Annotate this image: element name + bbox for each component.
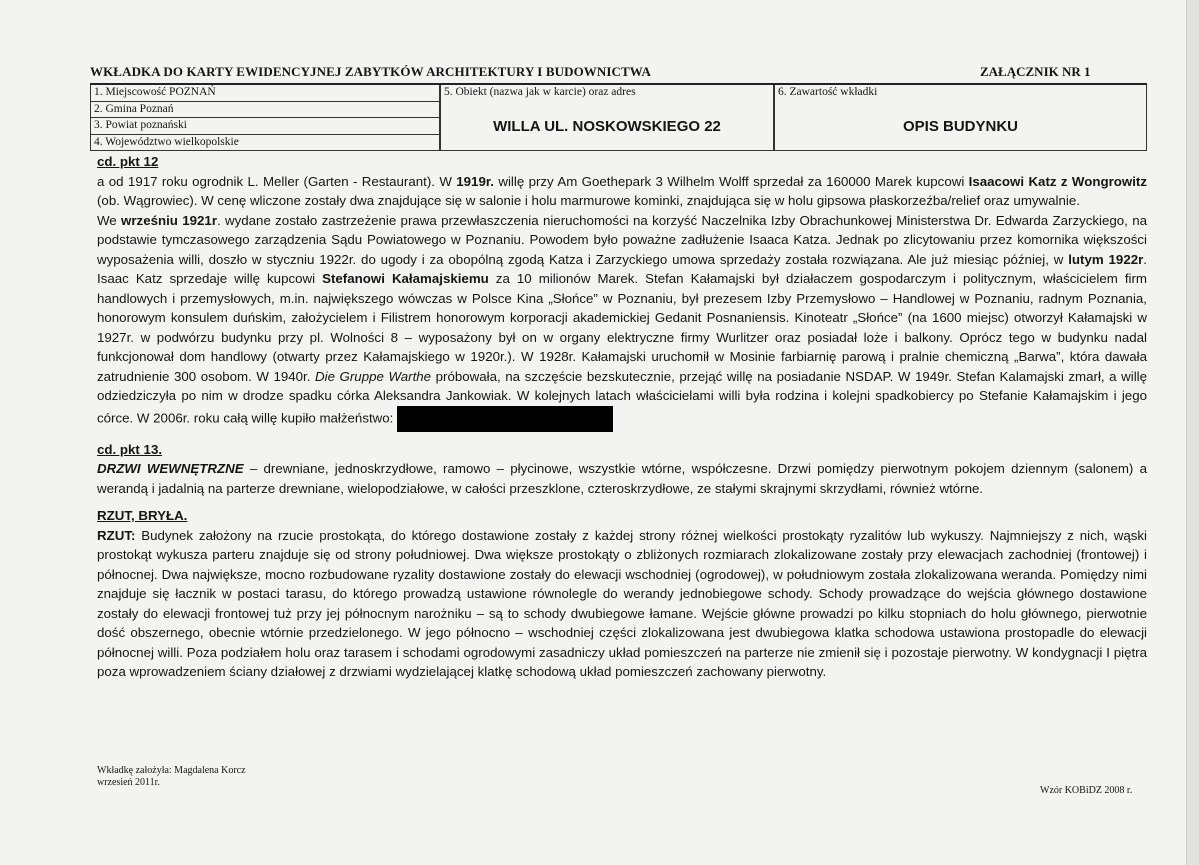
text-bold: 1919r. (456, 173, 494, 189)
text-bold: RZUT: (97, 527, 136, 543)
footer-author: Wkładkę założyła: Magdalena Korcz (97, 765, 246, 776)
text-run: We (97, 212, 122, 228)
document-title: WKŁADKA DO KARTY EWIDENCYJNEJ ZABYTKÓW ARCHITEKTURY I BUDOWNICTWA (90, 64, 651, 79)
field-locality: 1. Miejscowość POZNAŃ (90, 85, 440, 102)
section-heading-plan: RZUT, BRYŁA. (97, 508, 188, 523)
footer-template: Wzór KOBiDZ 2008 r. (1040, 785, 1133, 796)
section-heading-13: cd. pkt 13. (97, 441, 163, 457)
footer-author-block (97, 765, 246, 789)
field-voivodeship: 4. Województwo wielkopolskie (90, 135, 440, 152)
text-bold: Isaacowi Katz z Wongrowitz (968, 173, 1148, 189)
text-bold: wrześniu 1921r (121, 212, 217, 228)
text-run: za 10 milionów Marek. Stefan Kałamajski był działaczem gospodarczym i politycznym, właścicielem firm handlowych i przemysłowych, m.in. największego wówczas w Polsce Kina „Słońce” w Poznaniu, był prezesem Izby Przemysłowo – Handlowej w Poznaniu, radnym Poznania, honorowym konsulem duńskim, założycielem i Filistrem honorowym korporacji akademickiej Gedanit Posnaniensis. Kinoteatr „Słońce” (na 1600 miejsc) otworzył Kałamajski w 1927r. w podwórzu budynku przy pl. Wolności 8 – wyposażony był on w organy elektryczne firmy Wurlitzer oraz posiadał loże i balkony. Oprócz tego w budynku nadal funkcjonował dom handlowy (otwarty przez Kałamajskiego w 1920r.). W 1928r. Kałamajski uruchomił w Mosinie farbiarnię parową i pralnie chemiczną „Barwa”, która dawała zatrudnienie 300 osobom. W 1940r. (97, 271, 1147, 384)
document-body (97, 152, 1147, 682)
text-bold: Stefanowi Kałamajskiemu (322, 271, 489, 286)
field-commune: 2. Gmina Poznań (90, 102, 440, 119)
text-bold: lutym 1922r (1068, 251, 1144, 267)
field-insert-label: 6. Zawartość wkładki (778, 86, 878, 98)
text-run: a od 1917 roku ogrodnik L. Meller (Garten - Restaurant). W (97, 173, 457, 189)
field-county: 3. Powiat poznański (90, 118, 440, 135)
text-run: . Isaac Katz sprzedaje willę kupcowi (97, 251, 1147, 286)
text-run: Budynek założony na rzucie prostokąta, do którego dostawione zostały z każdej strony różnej wielkości prostokąty ryzalitów lub wykuszy. Najmniejszy z nich, wąski prostokąt wykusza parteru znajduje się od strony południowej. Dwa większe prostokąty o zbliżonych rozmiarach zlokalizowane zostały przy elewacjach zachodniej (frontowej) i północnej. Dwa największe, mocno rozbudowane ryzality dostawione zostały do elewacji wschodniej (ogrodowej), w południowym została zlokalizowana weranda. Pomiędzy nimi znajduje się łacznik w postaci tarasu, do którego prowadzą ustawione równolegle do werandy jednobiegowe schody. Schody prowadzące do wejścia głównego dostawione zostały do elewacji frontowej tuż przy jej północnym narożniku – są to schody dwubiegowe łamane. Wejście główne prowadzi po kilku stopniach do holu głównego, pierwotnie dość obszernego, obecnie wtórnie przedzielonego. W jego północno – wschodniej części zlokalizowana jest dwubiegowa klatka schodowa ustawiona prostopadle do elewacji północnej willi. Poza podziałem holu oraz tarasem i schodami ogrodowymi zasadniczy układ pomieszczeń na parterze nie zmienił się i pozostaje pierwotny. W kondygnacji I piętra poza wprowadzeniem ściany działowej z drzwiami wydzielającej klatkę schodową układ pomieszczeń zachowany pierwotny. (97, 527, 1147, 679)
field-insert-content (774, 85, 1147, 151)
field-object-value: WILLA UL. NOSKOWSKIEGO 22 (493, 118, 721, 135)
text-run: próbowała, na szczęście bezskutecznie, przejąć willę na posiadanie NSDAP. W 1949r. Stefan Kalamajski zmarł, a willę odziedziczyła po nim w drodze spadku córka Aleksandra Jankowiak. W kolejnych latach właścicielami willi była rodzina i kolejni spadkobiercy po Stefanie Kałamajskim i jego córce. W 2006r. roku całą willę kupiło małżeństwo: (97, 368, 1148, 426)
paragraph-plan (97, 526, 1147, 682)
text-italic: Die Gruppe Warthe (315, 368, 432, 384)
annex-number: ZAŁĄCZNIK NR 1 (980, 64, 1091, 79)
redaction-bar (397, 406, 613, 432)
page-edge (1186, 0, 1199, 865)
field-object-label: 5. Obiekt (nazwa jak w karcie) oraz adres (444, 86, 636, 98)
text-run: – drewniane, jednoskrzydłowe, ramowo – płycinowe, wszystkie wtórne, współczesne. Drzwi pomiędzy pierwotnym pokojem dziennym (salonem) a werandą i jadalnią na parterze drewniane, wielopodziałowe, w całości przeszklone, czteroskrzydłowe, ze stałymi skrajnymi skrzydłami, również wtórne. (97, 461, 1147, 496)
form-table (90, 83, 1147, 152)
paragraph-ownership-1919 (97, 172, 1147, 211)
text-run: willę przy Am Goethepark 3 Wilhelm Wolff sprzedał za 160000 Marek kupcowi (493, 173, 969, 189)
field-object (440, 85, 774, 151)
field-insert-value: OPIS BUDYNKU (902, 118, 1018, 135)
section-heading-12: cd. pkt 12 (97, 154, 159, 169)
text-run: . wydane zostało zastrzeżenie prawa przewłaszczenia nieruchomości na korzyść Naczelnika Izby Obrachunkowej Ministerstwa Dr. Edwarda Zarzyckiego, na podstawie tymczasowego zarządzenia Sądu Powiatowego w Poznaniu. Powodem było poważne zadłużenie Isaaca Katza. Jednak po zlicytowaniu przez komornika większości wyposażenia willi, doszło w styczniu 1922r. do ugody i za obopólną zgodą Katza i Zarzyckiego umowa sprzedaży została rozwiązana. Ale już miesiąc później, w (97, 212, 1147, 267)
text-run: (ob. Wągrowiec). W cenę wliczone zostały dwa znajdujące się w salonie i holu marmurowe kominki, znajdująca się w holu gipsowa płaskorzeźba/relief oraz umywalnie. (97, 193, 1080, 208)
text-bold-italic: DRZWI WEWNĘTRZNE (97, 461, 244, 476)
paragraph-ownership-1921 (97, 211, 1147, 432)
paragraph-interior-doors (97, 459, 1147, 498)
footer-date: wrzesień 2011r. (97, 777, 160, 788)
